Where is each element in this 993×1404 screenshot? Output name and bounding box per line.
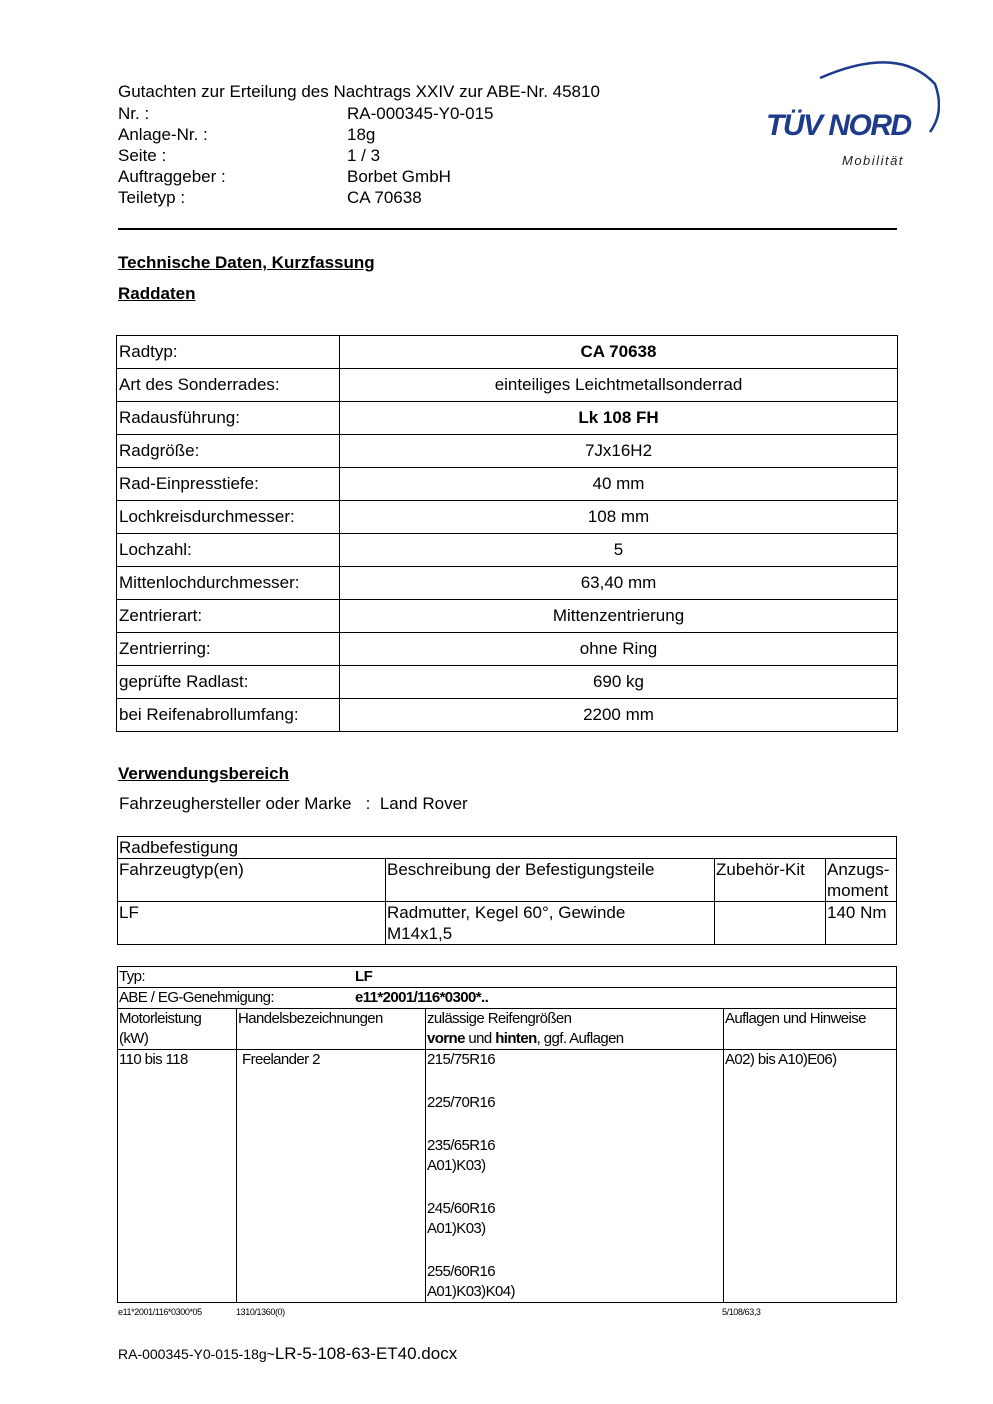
- fahrzeugtyp-table: [117, 966, 897, 1303]
- hersteller-line: Fahrzeughersteller oder Marke : Land Rover: [119, 794, 468, 813]
- table-row: Rad-Einpresstiefe: 40 mm: [117, 468, 898, 501]
- table-row: ABE / EG-Genehmigung: e11*2001/116*0300*..: [118, 988, 897, 1009]
- table-row: geprüfte Radlast: 690 kg: [117, 666, 898, 699]
- section-raddaten: Raddaten: [118, 284, 196, 303]
- table-row: Mittenlochdurchmesser: 63,40 mm: [117, 567, 898, 600]
- table-row: LF Radmutter, Kegel 60°, Gewinde M14x1,5 140 Nm: [118, 902, 897, 945]
- table-row: Radausführung: Lk 108 FH: [117, 402, 898, 435]
- logo-brand-text: TÜV NORD: [766, 109, 911, 142]
- header-row-auftraggeber: Auftraggeber : Borbet GmbH: [118, 167, 451, 186]
- radbefestigung-table: [117, 836, 897, 945]
- table-row: Radgröße: 7Jx16H2: [117, 435, 898, 468]
- logo-subline-text: Mobilität: [842, 153, 904, 168]
- table-row: Lochzahl: 5: [117, 534, 898, 567]
- table-row: Radtyp: CA 70638: [117, 336, 898, 369]
- section-technische-daten: Technische Daten, Kurzfassung: [118, 253, 375, 272]
- table-row: Zentrierring: ohne Ring: [117, 633, 898, 666]
- table-row: Fahrzeugtyp(en) Beschreibung der Befestigungsteile Zubehör-Kit Anzugs- moment: [118, 859, 897, 902]
- header-divider: [118, 228, 897, 230]
- code-mid: 1310/1360(0): [236, 1307, 285, 1317]
- header-row-seite: Seite : 1 / 3: [118, 146, 381, 165]
- table-row: 110 bis 118 Freelander 2 215/75R16 225/70R16 235/65R16 A01)K03) 245/60R16 A01)K03) 255/60R16 A01)K03)K04) A02) bis A10)E06): [118, 1050, 897, 1303]
- header-row-anlage: Anlage-Nr. : 18g: [118, 125, 376, 144]
- table-row: Motorleistung (kW) Handelsbezeichnungen zulässige Reifengrößen vorne und hinten, ggf. Auflagen Auflagen und Hinweise: [118, 1009, 897, 1050]
- tuev-nord-logo: [760, 56, 940, 171]
- raddaten-table: [116, 335, 898, 732]
- table-row: Typ: LF: [118, 967, 897, 988]
- header-row-teiletyp: Teiletyp : CA 70638: [118, 188, 422, 207]
- document-title: Gutachten zur Erteilung des Nachtrags XXIV zur ABE-Nr. 45810: [118, 82, 600, 101]
- table-row: Lochkreisdurchmesser: 108 mm: [117, 501, 898, 534]
- table-row: Zentrierart: Mittenzentrierung: [117, 600, 898, 633]
- section-verwendungsbereich: Verwendungsbereich: [118, 764, 289, 783]
- table-row: Radbefestigung: [118, 837, 897, 859]
- header-row-nr: Nr. : RA-000345-Y0-015: [118, 104, 494, 123]
- table-row: Art des Sonderrades: einteiliges Leichtmetallsonderrad: [117, 369, 898, 402]
- code-left: e11*2001/116*0300*05: [118, 1307, 202, 1317]
- tyre-list: 215/75R16 225/70R16 235/65R16 A01)K03) 245/60R16 A01)K03) 255/60R16 A01)K03)K04): [426, 1050, 724, 1303]
- code-right: 5/108/63,3: [722, 1307, 761, 1317]
- footer-filename: RA-000345-Y0-015-18g~LR-5-108-63-ET40.docx: [118, 1344, 458, 1363]
- table-row: bei Reifenabrollumfang: 2200 mm: [117, 699, 898, 732]
